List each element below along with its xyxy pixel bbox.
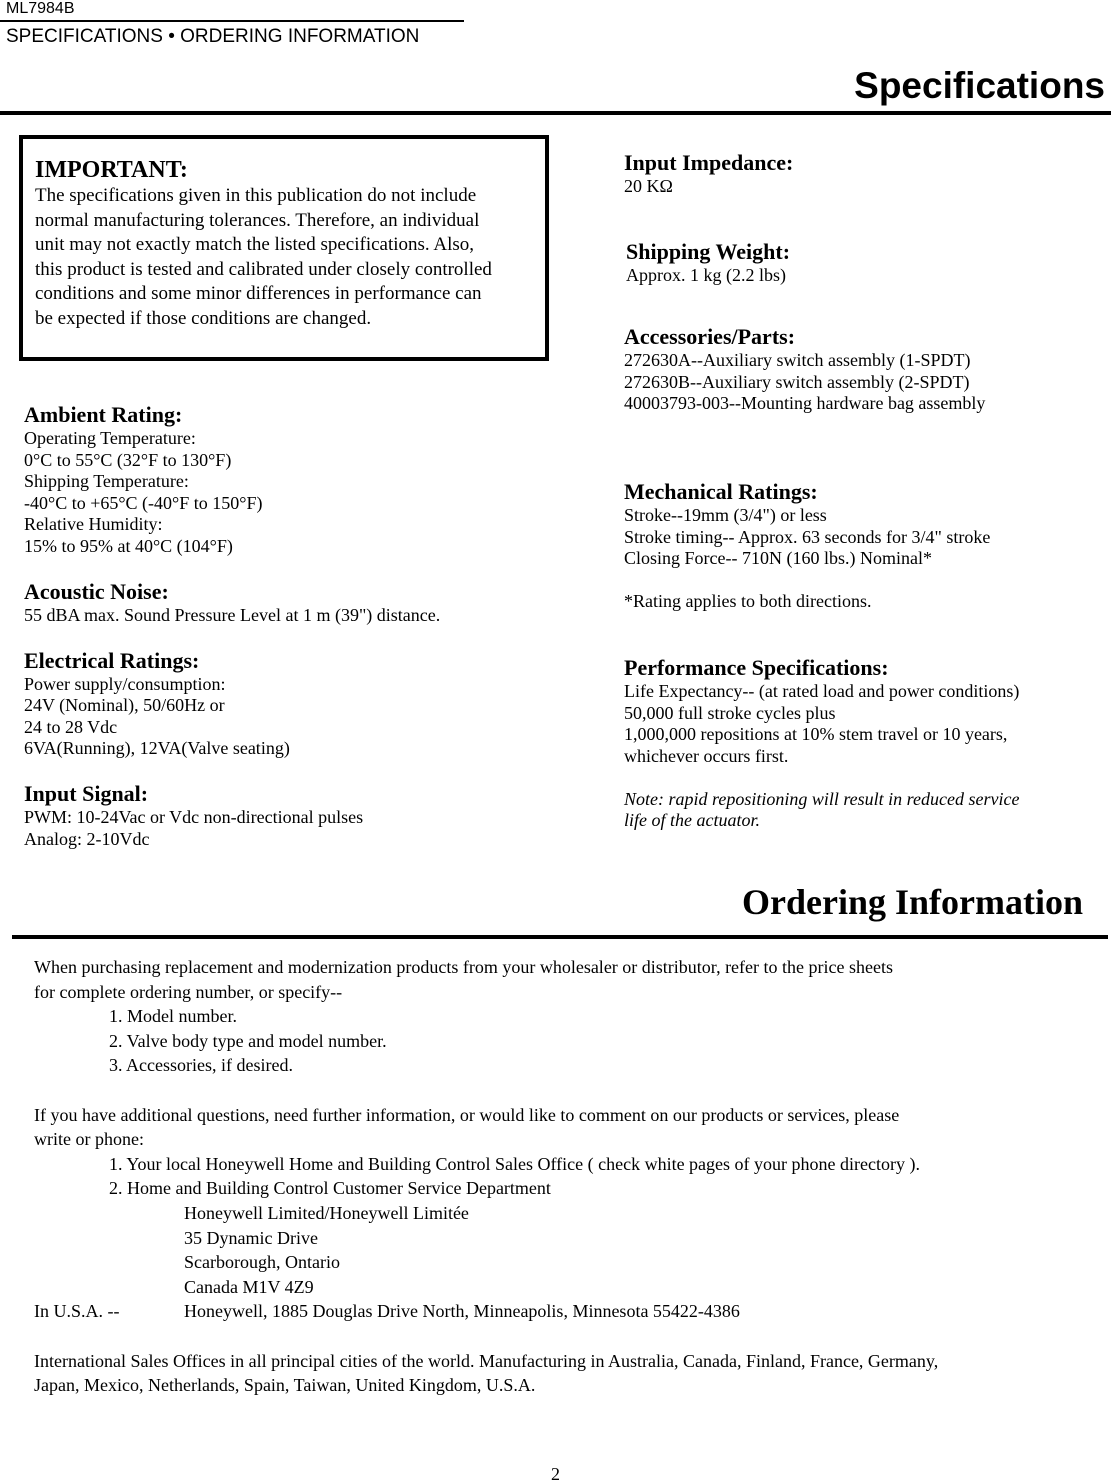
ordering-information-title: Ordering Information [742,882,1083,922]
spec-line: PWM: 10-24Vac or Vdc non-directional pulses [24,807,364,827]
spec-line: 20 KΩ [624,176,673,196]
shipping-weight-section [626,239,1096,287]
spec-line: Power supply/consumption: [24,673,226,694]
important-line: The specifications given in this publication do not include [35,185,477,206]
spec-line: Closing Force-- 710N (160 lbs.) Nominal* [624,548,932,568]
mechanical-ratings-heading: Mechanical Ratings: [624,479,818,504]
spec-line: 24V (Nominal), 50/60Hz or [24,695,225,715]
spec-line: Relative Humidity: [24,514,163,534]
spec-line: 6VA(Running), 12VA(Valve seating) [24,738,290,758]
spec-line: 272630A--Auxiliary switch assembly (1-SPDT) [624,350,971,370]
document-subtitle: SPECIFICATIONS • ORDERING INFORMATION [6,26,420,47]
ordering-intro-line: for complete ordering number, or specify-- [34,981,343,1002]
document-code: ML7984B [6,0,75,17]
spec-line: whichever occurs first. [624,745,789,766]
spec-line: Life Expectancy-- (at rated load and power conditions) [624,681,1020,701]
ordering-information-body [34,955,1104,1398]
spec-line: Operating Temperature: [24,428,196,448]
performance-note: life of the actuator. [624,810,760,830]
spec-line: 15% to 95% at 40°C (104°F) [24,535,233,556]
address-line: Scarborough, Ontario [184,1252,340,1273]
spec-line: 55 dBA max. Sound Pressure Level at 1 m (39") distance. [24,604,441,625]
spec-line: 0°C to 55°C (32°F to 130°F) [24,449,232,470]
international-line: International Sales Offices in all principal cities of the world. Manufacturing in Australia, Canada, Finland, France, Germany, [34,1350,939,1371]
usa-label: In U.S.A. -- [34,1301,120,1322]
spec-line: 50,000 full stroke cycles plus [624,702,836,723]
spec-line: Shipping Temperature: [24,471,189,491]
important-text [35,184,541,332]
questions-line: If you have additional questions, need further information, or would like to comment on our products or services, please [34,1104,900,1125]
ordering-divider [12,935,1108,939]
ordering-list-item: 1. Model number. [109,1006,237,1027]
ordering-list-item: 2. Valve body type and model number. [109,1030,387,1051]
shipping-weight-heading: Shipping Weight: [626,239,791,264]
important-line: be expected if those conditions are changed. [35,307,372,329]
important-line: unit may not exactly match the listed specifications. Also, [35,234,475,256]
page-number: 2 [551,1464,560,1484]
accessories-heading: Accessories/Parts: [624,324,796,349]
spec-line: 24 to 28 Vdc [24,716,118,737]
specifications-title: Specifications [854,65,1105,106]
specifications-divider [0,111,1111,115]
international-line: Japan, Mexico, Netherlands, Spain, Taiwan, United Kingdom, U.S.A. [34,1375,536,1396]
electrical-ratings-heading: Electrical Ratings: [24,647,200,673]
mechanical-ratings-section [624,479,1094,613]
rating-footnote: *Rating applies to both directions. [624,591,872,611]
usa-address: Honeywell, 1885 Douglas Drive North, Minneapolis, Minnesota 55422-4386 [184,1301,740,1322]
spec-line: Stroke timing-- Approx. 63 seconds for 3/4" stroke [624,526,991,547]
input-impedance-heading: Input Impedance: [624,150,794,175]
important-title: IMPORTANT: [35,157,188,183]
spec-line: -40°C to +65°C (-40°F to 150°F) [24,492,263,513]
address-line: Canada M1V 4Z9 [184,1276,314,1297]
input-impedance-section [624,150,1094,198]
important-line: this product is tested and calibrated under closely controlled [35,258,492,280]
usa-contact-row [34,1299,1104,1324]
important-notice-box [19,135,549,361]
ordering-list-item: 3. Accessories, if desired. [109,1055,293,1076]
contact-list-item: 2. Home and Building Control Customer Service Department [109,1178,551,1199]
performance-section [624,655,1104,832]
input-signal-heading: Input Signal: [24,781,149,806]
important-line: normal manufacturing tolerances. Therefore, an individual [35,209,480,231]
ordering-intro-line: When purchasing replacement and modernization products from your wholesaler or distributor, refer to the price sheets [34,957,893,977]
important-line: conditions and some minor differences in performance can [35,283,482,305]
spec-line: Stroke--19mm (3/4") or less [624,505,827,525]
header-divider [0,20,464,22]
spec-line: 272630B--Auxiliary switch assembly (2-SPDT) [624,371,970,392]
ambient-rating-heading: Ambient Rating: [24,402,183,427]
address-line: 35 Dynamic Drive [184,1227,318,1248]
performance-note: Note: rapid repositioning will result in reduced service [624,788,1020,809]
spec-line: 1,000,000 repositions at 10% stem travel or 10 years, [624,724,1008,744]
acoustic-noise-heading: Acoustic Noise: [24,578,169,604]
accessories-section [624,324,1094,415]
address-line: Honeywell Limited/Honeywell Limitée [184,1202,469,1223]
left-spec-column [24,402,584,850]
spec-line: Analog: 2-10Vdc [24,828,150,849]
questions-line: write or phone: [34,1129,144,1150]
contact-list-item: 1. Your local Honeywell Home and Building Control Sales Office ( check white pages of your phone directory ). [109,1153,920,1174]
spec-line: 40003793-003--Mounting hardware bag assembly [624,393,986,413]
spec-line: Approx. 1 kg (2.2 lbs) [626,265,786,285]
performance-heading: Performance Specifications: [624,655,889,680]
